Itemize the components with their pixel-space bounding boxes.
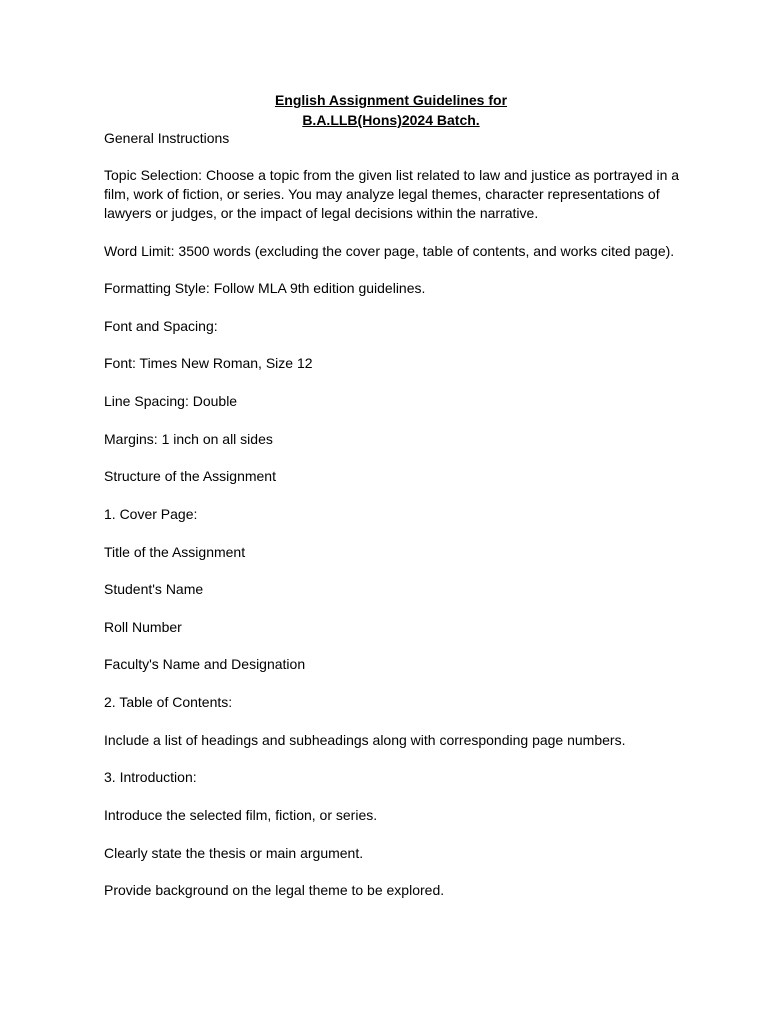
topic-selection-line-2: film, work of fiction, or series. You may analyze legal themes, character representations of: [104, 186, 660, 202]
table-of-contents-heading: 2. Table of Contents:: [104, 694, 233, 710]
word-limit-text: Word Limit: 3500 words (excluding the cover page, table of contents, and works cited page).: [104, 243, 675, 259]
cover-page-heading: 1. Cover Page:: [104, 506, 198, 522]
students-name-text: Student's Name: [104, 581, 204, 597]
introduction-heading: 3. Introduction:: [104, 769, 197, 785]
structure-heading: Structure of the Assignment: [104, 468, 276, 484]
introduction-item-1: Introduce the selected film, fiction, or series.: [104, 807, 378, 823]
title-of-assignment-text: Title of the Assignment: [104, 544, 246, 560]
roll-number-text: Roll Number: [104, 619, 182, 635]
document-title-line-2: B.A.LLB(Hons)2024 Batch.: [302, 112, 480, 128]
line-spacing-text: Line Spacing: Double: [104, 393, 238, 409]
introduction-item-2: Clearly state the thesis or main argument.: [104, 845, 364, 861]
document-title-line-1: English Assignment Guidelines for: [274, 92, 508, 108]
introduction-item-3: Provide background on the legal theme to be explored.: [104, 882, 445, 898]
faculty-name-text: Faculty's Name and Designation: [104, 656, 306, 672]
topic-selection-line-1: Topic Selection: Choose a topic from the given list related to law and justice as portrayed in a: [104, 167, 680, 183]
general-instructions-heading: General Instructions: [104, 130, 230, 146]
topic-selection-paragraph: [104, 166, 704, 223]
formatting-style-text: Formatting Style: Follow MLA 9th edition guidelines.: [104, 280, 426, 296]
margins-text: Margins: 1 inch on all sides: [104, 431, 273, 447]
font-and-spacing-heading: Font and Spacing:: [104, 318, 218, 334]
table-of-contents-description: Include a list of headings and subheadings along with corresponding page numbers.: [104, 732, 626, 748]
font-text: Font: Times New Roman, Size 12: [104, 355, 313, 371]
topic-selection-line-3: lawyers or judges, or the impact of legal decisions within the narrative.: [104, 205, 539, 221]
